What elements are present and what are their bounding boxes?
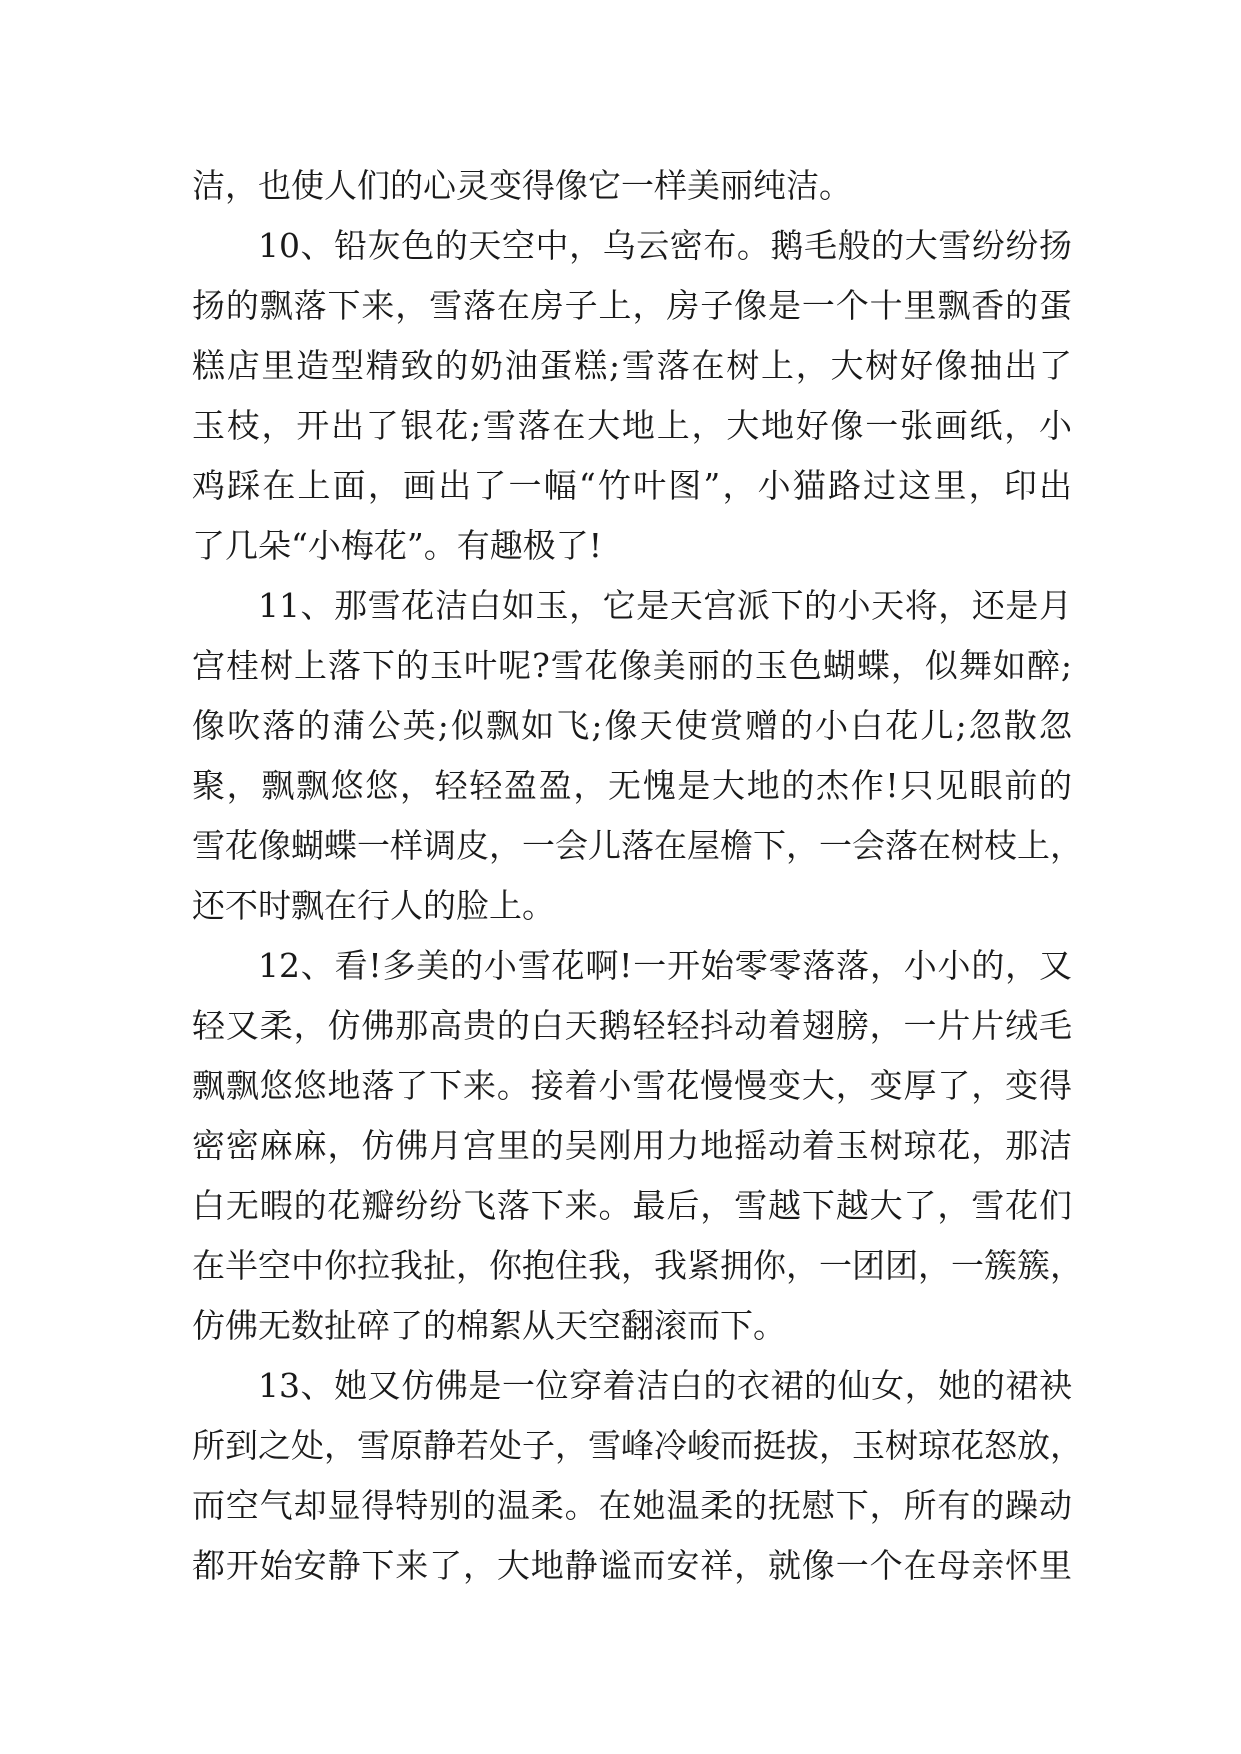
text-line: 10、铅灰色的天空中，乌云密布。鹅毛般的大雪纷纷扬: [258, 226, 1072, 265]
text-line: 所到之处，雪原静若处子，雪峰冷峻而挺拔，玉树琼花怒放，: [192, 1426, 1083, 1465]
text-line: 还不时飘在行人的脸上。: [192, 886, 555, 925]
text-line: 洁，也使人们的心灵变得像它一样美丽纯洁。: [192, 166, 852, 205]
paragraph-10: [192, 216, 1072, 576]
paragraph-12: [192, 936, 1083, 1356]
text-line: 扬的飘落下来，雪落在房子上，房子像是一个十里飘香的蛋: [192, 286, 1072, 325]
paragraph-13: [192, 1356, 1083, 1596]
text-line: 在半空中你拉我扯，你抱住我，我紧拥你，一团团，一簇簇，: [192, 1246, 1083, 1285]
text-line: 轻又柔，仿佛那高贵的白天鹅轻轻抖动着翅膀，一片片绒毛: [192, 1006, 1072, 1045]
text-line: 都开始安静下来了，大地静谧而安祥，就像一个在母亲怀里: [192, 1546, 1072, 1585]
paragraph-11: [192, 576, 1083, 936]
text-line: 糕店里造型精致的奶油蛋糕;雪落在树上，大树好像抽出了: [192, 346, 1072, 385]
text-line: 宫桂树上落下的玉叶呢?雪花像美丽的玉色蝴蝶，似舞如醉;: [192, 646, 1072, 685]
text-line: 像吹落的蒲公英;似飘如飞;像天使赏赠的小白花儿;忽散忽: [192, 706, 1072, 745]
text-line: 12、看!多美的小雪花啊!一开始零零落落，小小的，又: [258, 946, 1072, 985]
text-line: 聚，飘飘悠悠，轻轻盈盈，无愧是大地的杰作!只见眼前的: [192, 766, 1072, 805]
text-line: 13、她又仿佛是一位穿着洁白的衣裙的仙女，她的裙袂: [258, 1366, 1072, 1405]
text-line: 11、那雪花洁白如玉，它是天宫派下的小天将，还是月: [258, 586, 1072, 625]
text-line: 白无暇的花瓣纷纷飞落下来。最后，雪越下越大了，雪花们: [192, 1186, 1072, 1225]
body-text: [192, 156, 1083, 1596]
text-line: 而空气却显得特别的温柔。在她温柔的抚慰下，所有的躁动: [192, 1486, 1072, 1525]
text-line: 鸡踩在上面，画出了一幅“竹叶图”，小猫路过这里，印出: [192, 466, 1072, 505]
text-line: 雪花像蝴蝶一样调皮，一会儿落在屋檐下，一会落在树枝上，: [192, 826, 1083, 865]
paragraph-continuation: [192, 156, 1072, 216]
text-line: 了几朵“小梅花”。有趣极了!: [192, 526, 603, 565]
text-line: 仿佛无数扯碎了的棉絮从天空翻滚而下。: [192, 1306, 786, 1345]
text-line: 玉枝，开出了银花;雪落在大地上，大地好像一张画纸，小: [192, 406, 1072, 445]
text-line: 飘飘悠悠地落了下来。接着小雪花慢慢变大，变厚了，变得: [192, 1066, 1072, 1105]
text-line: 密密麻麻，仿佛月宫里的吴刚用力地摇动着玉树琼花，那洁: [192, 1126, 1072, 1165]
